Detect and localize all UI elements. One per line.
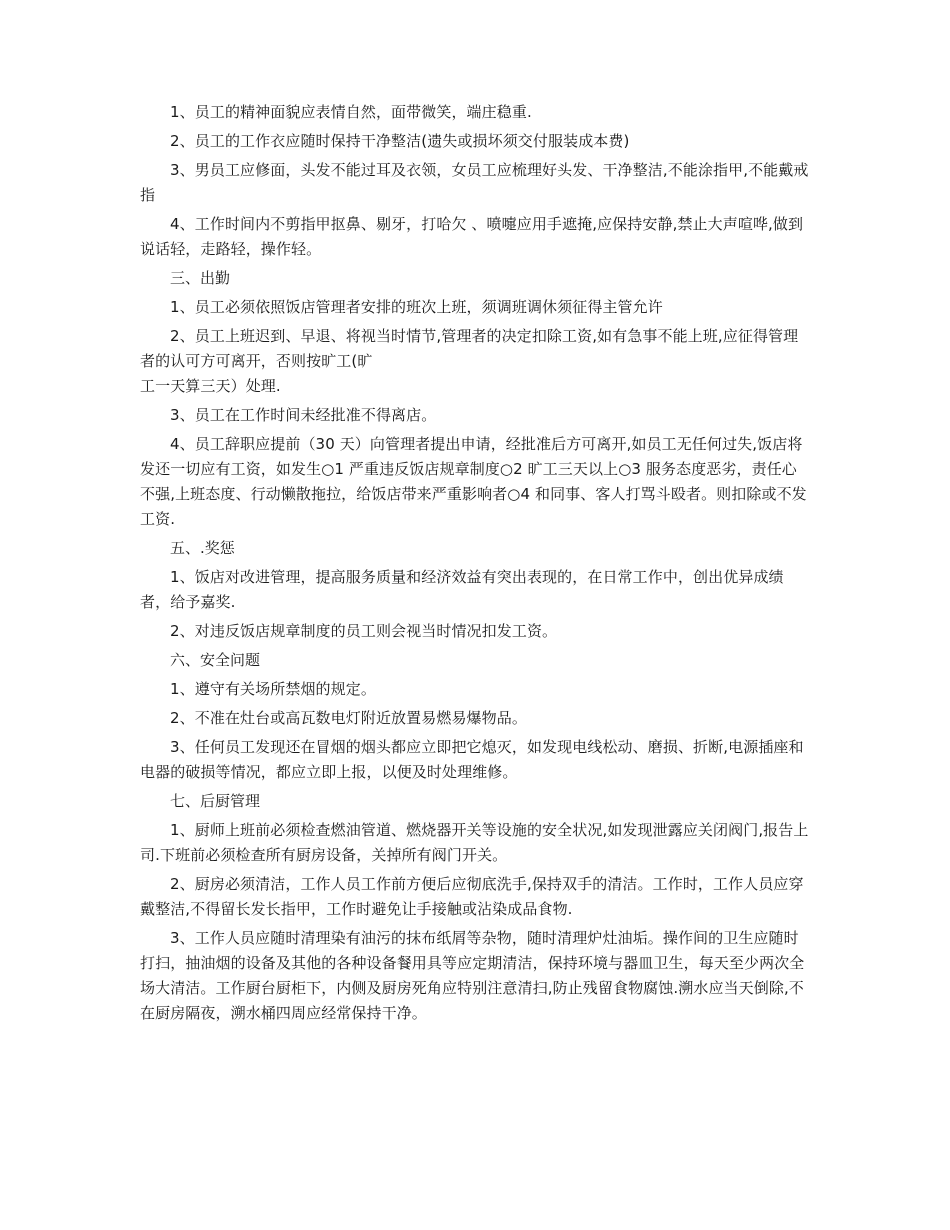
- paragraph-kitchen-safety: 1、厨师上班前必须检查燃油管道、燃烧器开关等设施的安全状况,如发现泄露应关闭阀门,报告上司.下班前必须检查所有厨房设备，关掉所有阀门开关。: [140, 821, 809, 864]
- paragraph-resignation: 4、员工辞职应提前（30 天）向管理者提出申请，经批准后方可离开,如员工无任何过失,饭店将发还一切应有工资，如发生○1 严重违反饭店规章制度○2 旷工三天以上○3 服务态度恶劣，责任心不强,上班态度、行动懒散拖拉，给饭店带来严重影响者○4 和同事、客人打骂斗殴者。则扣除或不发工资.: [140, 435, 807, 528]
- paragraph-kitchen-cleaning: 3、工作人员应随时清理染有油污的抹布纸屑等杂物，随时清理炉灶油垢。操作间的卫生应随时打扫，抽油烟的设备及其他的各种设备餐用具等应定期清洁，保持环境与器皿卫生，每天至少两次全场大清洁。工作厨台厨柜下，内侧及厨房死角应特别注意清扫,防止残留食物腐蚀.溯水应当天倒除,不在厨房隔夜，溯水桶四周应经常保持干净。: [140, 929, 805, 1022]
- paragraph-kitchen-hygiene: 2、厨房必须清洁，工作人员工作前方便后应彻底洗手,保持双手的清洁。工作时，工作人员应穿戴整洁,不得留长发长指甲，工作时避免让手接触或沾染成品食物.: [140, 875, 804, 918]
- paragraph-shifts: 1、员工必须依照饭店管理者安排的班次上班，须调班调休须征得主管允许: [170, 298, 663, 316]
- paragraph-flammables: 2、不准在灶台或高瓦数电灯附近放置易燃易爆物品。: [170, 709, 527, 727]
- document-body: [140, 100, 810, 1030]
- paragraph-penalty: 2、对违反饭店规章制度的员工则会视当时情况扣发工资。: [170, 622, 558, 640]
- paragraph-lateness-continued: 工一天算三天）处理.: [140, 377, 281, 395]
- paragraph-no-smoking: 1、遵守有关场所禁烟的规定。: [170, 680, 376, 698]
- section-heading-attendance: 三、出勤: [170, 269, 231, 287]
- section-heading-rewards: 五、.奖惩: [170, 539, 235, 557]
- paragraph-lateness: 2、员工上班迟到、早退、将视当时情节,管理者的决定扣除工资,如有急事不能上班,应征得管理者的认可方可离开，否则按旷工(旷: [140, 327, 799, 370]
- paragraph-grooming: 3、男员工应修面，头发不能过耳及衣领，女员工应梳理好头发、干净整洁,不能涂指甲,不能戴戒指: [140, 161, 809, 204]
- paragraph-appearance: 1、员工的精神面貌应表情自然，面带微笑，端庄稳重.: [170, 103, 532, 121]
- paragraph-leave-store: 3、员工在工作时间未经批准不得离店。: [170, 406, 437, 424]
- paragraph-conduct: 4、工作时间内不剪指甲抠鼻、剔牙，打哈欠 、喷嚏应用手遮掩,应保持安静,禁止大声喧哗,做到说话轻，走路轻，操作轻。: [140, 215, 804, 258]
- section-heading-kitchen: 七、后厨管理: [170, 792, 261, 810]
- paragraph-hazard-report: 3、任何员工发现还在冒烟的烟头都应立即把它熄灭，如发现电线松动、磨损、折断,电源插座和电器的破损等情况，都应立即上报，以便及时处理维修。: [140, 738, 804, 781]
- paragraph-uniform: 2、员工的工作衣应随时保持干净整洁(遗失或损坏须交付服装成本费): [170, 132, 630, 150]
- section-heading-safety: 六、安全问题: [170, 651, 261, 669]
- paragraph-reward: 1、饭店对改进管理，提高服务质量和经济效益有突出表现的，在日常工作中，创出优异成绩者，给予嘉奖.: [140, 568, 784, 611]
